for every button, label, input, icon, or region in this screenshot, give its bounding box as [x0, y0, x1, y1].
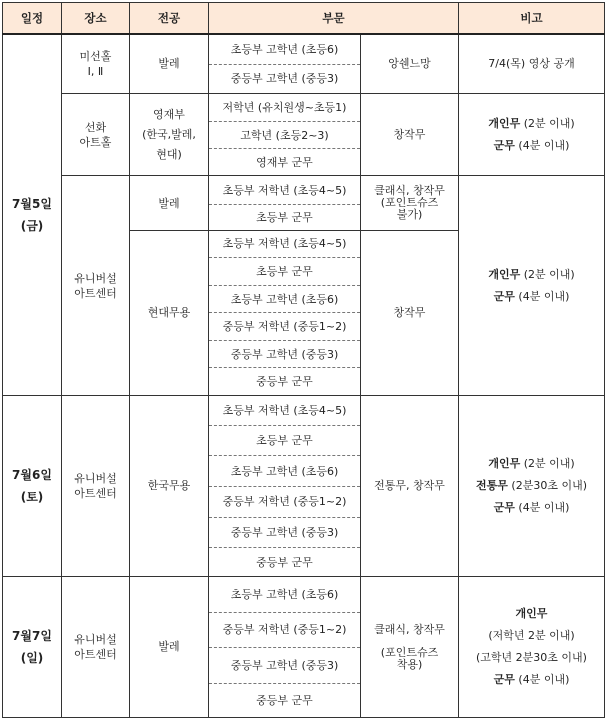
division-cell: 초등부 저학년 (초등4~5) — [209, 176, 361, 205]
note-solo-limit: (2분 이내) — [520, 116, 575, 130]
division-cell: 초등부 군무 — [209, 258, 361, 286]
genre-cell — [361, 576, 459, 717]
division-cell: 초등부 고학년 (초등6) — [209, 34, 361, 65]
competition-schedule-table — [2, 2, 605, 718]
major-korean-dance: 한국무용 — [130, 396, 209, 577]
division-cell: 중등부 군무 — [209, 548, 361, 577]
venue-misun-name: 미선홀 — [79, 49, 112, 63]
division-cell: 중등부 저학년 (중등1~2) — [209, 486, 361, 517]
date-jul7 — [3, 576, 62, 717]
genre-line1: 클래식, 창작무 — [374, 184, 445, 198]
note-solo-limit: (2분 이내) — [520, 456, 575, 470]
major-modern-dance: 현대무용 — [130, 230, 209, 395]
note-cell — [459, 396, 605, 577]
note-solo-label: 개인무 — [515, 606, 548, 620]
division-cell: 중등부 군무 — [209, 684, 361, 718]
note-upper-grade-limit: (고학년 2분30초 이내) — [476, 650, 587, 664]
note-group-label: 군무 — [493, 138, 515, 152]
header-division: 부문 — [209, 3, 459, 35]
division-cell: 초등부 고학년 (초등6) — [209, 285, 361, 313]
venue-sunhwa-line2: 아트홀 — [79, 135, 112, 149]
venue-universal-line2: 아트센터 — [74, 486, 117, 500]
division-cell: 초등부 저학년 (초등4~5) — [209, 230, 361, 258]
major-gifted-line2: (한국,발레, — [142, 127, 196, 141]
header-note: 비고 — [459, 3, 605, 35]
division-cell: 중등부 고학년 (중등3) — [209, 517, 361, 548]
note-lower-grade-limit: (저학년 2분 이내) — [488, 628, 575, 642]
major-gifted — [130, 93, 209, 176]
genre-line3: 불가) — [396, 208, 423, 222]
division-cell: 초등부 군무 — [209, 205, 361, 231]
note-group-label: 군무 — [493, 500, 515, 514]
major-gifted-line3: 현대) — [156, 147, 182, 161]
division-cell: 초등부 저학년 (초등4~5) — [209, 396, 361, 426]
note-solo-label: 개인무 — [488, 456, 521, 470]
venue-universal-art-center — [62, 576, 130, 717]
header-date: 일정 — [3, 3, 62, 35]
major-gifted-line1: 영재부 — [153, 107, 185, 121]
division-cell: 초등부 고학년 (초등6) — [209, 576, 361, 612]
note-group-limit: (4분 이내) — [514, 289, 570, 303]
division-cell: 초등부 군무 — [209, 425, 361, 456]
venue-misun-rooms: Ⅰ, Ⅱ — [87, 64, 104, 78]
genre-line2: (포인트슈즈 — [380, 646, 439, 660]
note-cell — [459, 176, 605, 396]
venue-universal-line1: 유니버설 — [74, 632, 117, 646]
division-cell: 영재부 군무 — [209, 148, 361, 176]
date-jul5 — [3, 34, 62, 396]
venue-universal-art-center — [62, 396, 130, 577]
date-jul7-weekday: (일) — [20, 650, 44, 665]
date-jul6-weekday: (토) — [20, 489, 44, 504]
venue-universal-line2: 아트센터 — [74, 286, 117, 300]
genre-cell: 창작무 — [361, 93, 459, 176]
note-group-limit: (4분 이내) — [514, 672, 570, 686]
division-cell: 고학년 (초등2~3) — [209, 122, 361, 149]
genre-line1: 클래식, 창작무 — [374, 623, 445, 637]
note-traditional-label: 전통무 — [476, 478, 508, 492]
major-ballet: 발레 — [130, 34, 209, 93]
note-group-limit: (4분 이내) — [514, 138, 570, 152]
date-jul5-day: 7월5일 — [12, 197, 52, 212]
genre-cell: 전통무, 창작무 — [361, 396, 459, 577]
note-group-label: 군무 — [493, 289, 515, 303]
genre-cell: 앙쉔느망 — [361, 34, 459, 93]
venue-misun-hall — [62, 34, 130, 93]
genre-line2: (포인트슈즈 — [380, 196, 439, 210]
major-ballet: 발레 — [130, 176, 209, 230]
division-cell: 저학년 (유치원생~초등1) — [209, 93, 361, 122]
genre-cell: 창작무 — [361, 230, 459, 395]
date-jul6-day: 7월6일 — [12, 467, 52, 482]
venue-universal-art-center — [62, 176, 130, 396]
note-cell — [459, 93, 605, 176]
venue-universal-line2: 아트센터 — [74, 647, 117, 661]
genre-line3: 착용) — [396, 658, 423, 672]
venue-universal-line1: 유니버설 — [74, 271, 117, 285]
division-cell: 중등부 군무 — [209, 368, 361, 396]
division-cell: 중등부 고학년 (중등3) — [209, 648, 361, 684]
header-venue: 장소 — [62, 3, 130, 35]
venue-sunhwa-line1: 선화 — [84, 120, 107, 134]
venue-sunhwa-art-hall — [62, 93, 130, 176]
note-group-label: 군무 — [493, 672, 515, 686]
note-traditional-limit: (2분30초 이내) — [507, 478, 587, 492]
date-jul7-day: 7월7일 — [12, 628, 52, 643]
note-group-limit: (4분 이내) — [514, 500, 570, 514]
division-cell: 중등부 저학년 (중등1~2) — [209, 612, 361, 648]
genre-cell — [361, 176, 459, 230]
note-cell — [459, 576, 605, 717]
major-ballet: 발레 — [130, 576, 209, 717]
note-solo-label: 개인무 — [488, 267, 521, 281]
division-cell: 초등부 고학년 (초등6) — [209, 456, 361, 487]
venue-universal-line1: 유니버설 — [74, 471, 117, 485]
note-solo-label: 개인무 — [488, 116, 521, 130]
date-jul6 — [3, 396, 62, 577]
note-solo-limit: (2분 이내) — [520, 267, 575, 281]
division-cell: 중등부 고학년 (중등3) — [209, 340, 361, 368]
header-major: 전공 — [130, 3, 209, 35]
header-row — [3, 3, 605, 35]
division-cell: 중등부 고학년 (중등3) — [209, 65, 361, 94]
division-cell: 중등부 저학년 (중등1~2) — [209, 313, 361, 341]
date-jul5-weekday: (금) — [20, 219, 44, 234]
note-cell: 7/4(목) 영상 공개 — [459, 34, 605, 93]
